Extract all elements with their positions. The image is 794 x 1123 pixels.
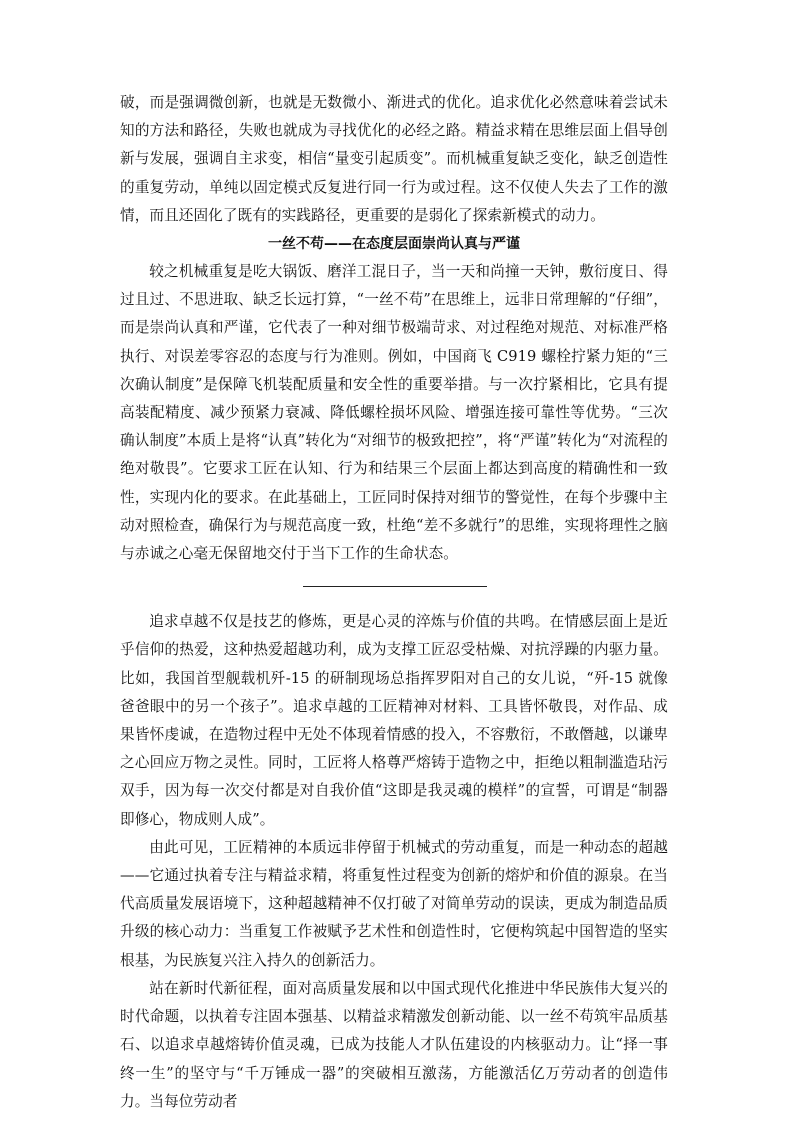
horizontal-divider	[303, 586, 487, 587]
paragraph-conclusion: 由此可见，工匠精神的本质远非停留于机械式的劳动重复，而是一种动态的超越——它通过执着专注与精益求精，将重复性过程变为创新的熔炉和价值的源泉。在当代高质量发展语境下，这种超越精神不仅打破了对简单劳动的误读，更成为制造品质升级的核心动力：当重复工作被赋予艺术性和创造性时，它便构筑起中国智造的坚实根基，为民族复兴注入持久的创新活力。	[120, 838, 668, 969]
document-body	[120, 89, 668, 1116]
paragraph-continuation: 破，而是强调微创新，也就是无数微小、渐进式的优化。追求优化必然意味着尝试未知的方法和路径，失败也就成为寻找优化的必经之路。精益求精在思维层面上倡导创新与发展，强调自主求变，相信“量变引起质变”。而机械重复缺乏变化，缺乏创造性的重复劳动，单纯以固定模式反复进行同一行为或过程。这不仅使人失去了工作的激情，而且还固化了既有的实践路径，更重要的是弱化了探索新模式的动力。	[120, 94, 668, 224]
section-divider-area	[120, 568, 668, 608]
paragraph-excellence: 追求卓越不仅是技艺的修炼，更是心灵的淬炼与价值的共鸣。在情感层面上是近乎信仰的热爱，这种热爱超越功利，成为支撑工匠忍受枯燥、对抗浮躁的内驱力量。比如，我国首型舰载机歼-15 的研制现场总指挥罗阳对自己的女儿说，“歼-15 就像爸爸眼中的另一个孩子”。追求卓越的工匠精神对材料、工具皆怀敬畏，对作品、成果皆怀虔诚，在造物过程中无处不体现着情感的投入，不容敷衍，不敢僭越，以谦卑之心回应万物之灵性。同时，工匠将人格尊严熔铸于造物之中，拒绝以粗制滥造玷污双手，因为每一次交付都是对自我价值“这即是我灵魂的模样”的宣誓，可谓是“制器即修心，物成则人成”。	[120, 613, 668, 828]
paragraph-new-era: 站在新时代新征程，面对高质量发展和以中国式现代化推进中华民族伟大复兴的时代命题，以执着专注固本强基、以精益求精激发创新动能、以一丝不苟筑牢品质基石、以追求卓越熔铸价值灵魂，已成为技能人才队伍建设的内核驱动力。让“择一事终一生”的坚守与“千万锤成一器”的突破相互激荡，方能激活亿万劳动者的创造伟力。当每位劳动者	[120, 979, 668, 1110]
paragraph-diligence: 较之机械重复是吃大锅饭、磨洋工混日子，当一天和尚撞一天钟，敷衍度日、得过且过、不思进取、缺乏长远打算，“一丝不苟”在思维上，远非日常理解的“仔细”，而是崇尚认真和严谨，它代表了一种对细节极端苛求、对过程绝对规范、对标准严格执行、对误差零容忍的态度与行为准则。例如，中国商飞 C919 螺栓拧紧力矩的“三次确认制度”是保障飞机装配质量和安全性的重要举措。与一次拧紧相比，它具有提高装配精度、减少预紧力衰减、降低螺栓损坏风险、增强连接可靠性等优势。“三次确认制度”本质上是将“认真”转化为“对细节的极致把控”，将“严谨”转化为“对流程的绝对敬畏”。它要求工匠在认知、行为和结果三个层面上都达到高度的精确性和一致性，实现内化的要求。在此基础上，工匠同时保持对细节的警觉性，在每个步骤中主动对照检查，确保行为与规范高度一致，杜绝“差不多就行”的思维，实现将理性之脑与赤诚之心毫无保留地交付于当下工作的生命状态。	[120, 263, 668, 563]
section-heading: 一丝不苟——在态度层面崇尚认真与严谨	[268, 236, 520, 253]
